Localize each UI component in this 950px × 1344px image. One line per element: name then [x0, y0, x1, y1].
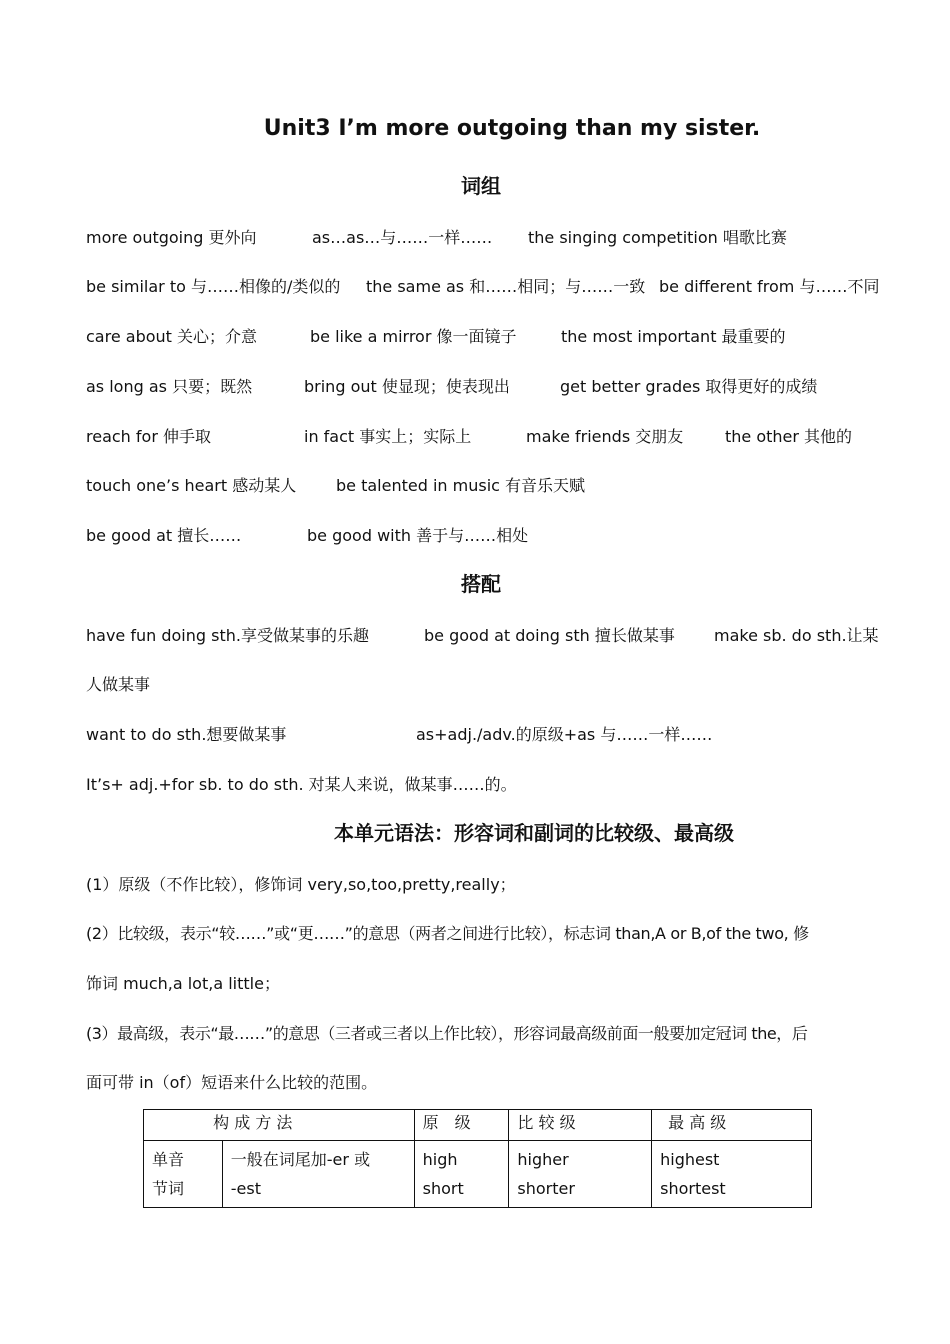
- superlative-form: shortest: [660, 1179, 726, 1198]
- phrase-item: reach for 伸手取: [86, 427, 211, 446]
- phrase-item: be similar to 与……相像的/类似的: [86, 277, 341, 296]
- header-superlative: 最 高 级: [652, 1110, 812, 1141]
- header-comparative: 比 较 级: [509, 1110, 652, 1141]
- phrase-item: be different from 与……不同: [659, 277, 880, 296]
- header-base: 原 级: [414, 1110, 509, 1141]
- cell-superlative: [652, 1141, 812, 1208]
- phrase-line: [86, 474, 886, 498]
- collocation-item: want to do sth.想要做某事: [86, 725, 287, 744]
- grammar-paragraph: (1）原级（不作比较），修饰词 very,so,too,pretty,really；: [86, 875, 516, 894]
- phrase-item: as long as 只要；既然: [86, 377, 253, 396]
- word-type-line: 单音: [152, 1150, 185, 1169]
- phrase-item: make friends 交朋友: [526, 427, 684, 446]
- cell-rule: [222, 1141, 414, 1208]
- cell-word-type: [144, 1141, 223, 1208]
- cell-comparative: [509, 1141, 652, 1208]
- phrase-item: be good with 善于与……相处: [307, 526, 529, 545]
- rule-line: -est: [230, 1179, 262, 1198]
- phrase-item: be talented in music 有音乐天赋: [336, 476, 586, 495]
- grammar-paragraph: (3）最高级，表示“最……”的意思（三者或三者以上作比较），形容词最高级前面一般要加定冠词 the，后: [86, 1024, 808, 1043]
- phrase-line: [86, 226, 886, 250]
- comparison-table: [143, 1109, 812, 1208]
- collocation-item: be good at doing sth 擅长做某事: [424, 626, 675, 645]
- collocation-line: [86, 624, 886, 648]
- phrase-item: bring out 使显现；使表现出: [304, 377, 510, 396]
- collocation-line: [86, 723, 886, 747]
- phrase-line: [86, 425, 886, 449]
- grammar-paragraph: (2）比较级，表示“较……”或“更……”的意思（两者之间进行比较），标志词 than,A or B,of the two, 修: [86, 924, 809, 943]
- page-title: Unit3 I’m more outgoing than my sister.: [263, 116, 761, 141]
- rule-line: 一般在词尾加-er 或: [230, 1150, 371, 1169]
- base-form: high: [422, 1150, 458, 1169]
- cell-base: [414, 1141, 509, 1208]
- phrase-line: [86, 275, 886, 299]
- phrase-line: [86, 325, 886, 349]
- phrases-heading: 词组: [461, 174, 501, 198]
- phrase-item: touch one’s heart 感动某人: [86, 476, 297, 495]
- phrase-item: in fact 事实上；实际上: [304, 427, 472, 446]
- phrase-item: get better grades 取得更好的成绩: [560, 377, 818, 396]
- collocation-item: have fun doing sth.享受做某事的乐趣: [86, 626, 369, 645]
- phrase-line: [86, 524, 886, 548]
- phrase-item: the same as 和……相同；与……一致: [366, 277, 646, 296]
- comparative-form: shorter: [517, 1179, 575, 1198]
- table-row: [144, 1141, 812, 1208]
- superlative-form: highest: [660, 1150, 720, 1169]
- collocations-heading: 搭配: [461, 572, 501, 596]
- phrase-item: be good at 擅长……: [86, 526, 242, 545]
- phrase-line: [86, 375, 886, 399]
- phrase-item: the most important 最重要的: [561, 327, 786, 346]
- comparative-form: higher: [517, 1150, 569, 1169]
- collocation-item: make sb. do sth.让某: [714, 626, 879, 645]
- phrase-item: as…as…与……一样……: [312, 228, 493, 247]
- phrase-item: care about 关心；介意: [86, 327, 258, 346]
- collocation-line: It’s+ adj.+for sb. to do sth. 对某人来说，做某事……的。: [86, 775, 517, 794]
- grammar-paragraph: 饰词 much,a lot,a little；: [86, 974, 280, 993]
- base-form: short: [422, 1179, 464, 1198]
- phrase-item: be like a mirror 像一面镜子: [310, 327, 517, 346]
- word-type-line: 节词: [152, 1179, 185, 1198]
- grammar-heading: 本单元语法：形容词和副词的比较级、最高级: [334, 821, 734, 845]
- collocation-item: as+adj./adv.的原级+as 与……一样……: [416, 725, 713, 744]
- phrase-item: the singing competition 唱歌比赛: [528, 228, 787, 247]
- collocation-continuation: 人做某事: [86, 675, 151, 694]
- table-header-row: [144, 1110, 812, 1141]
- grammar-paragraph: 面可带 in（of）短语来什么比较的范围。: [86, 1073, 378, 1092]
- phrase-item: the other 其他的: [725, 427, 853, 446]
- header-formation: 构 成 方 法: [144, 1110, 415, 1141]
- phrase-item: more outgoing 更外向: [86, 228, 257, 247]
